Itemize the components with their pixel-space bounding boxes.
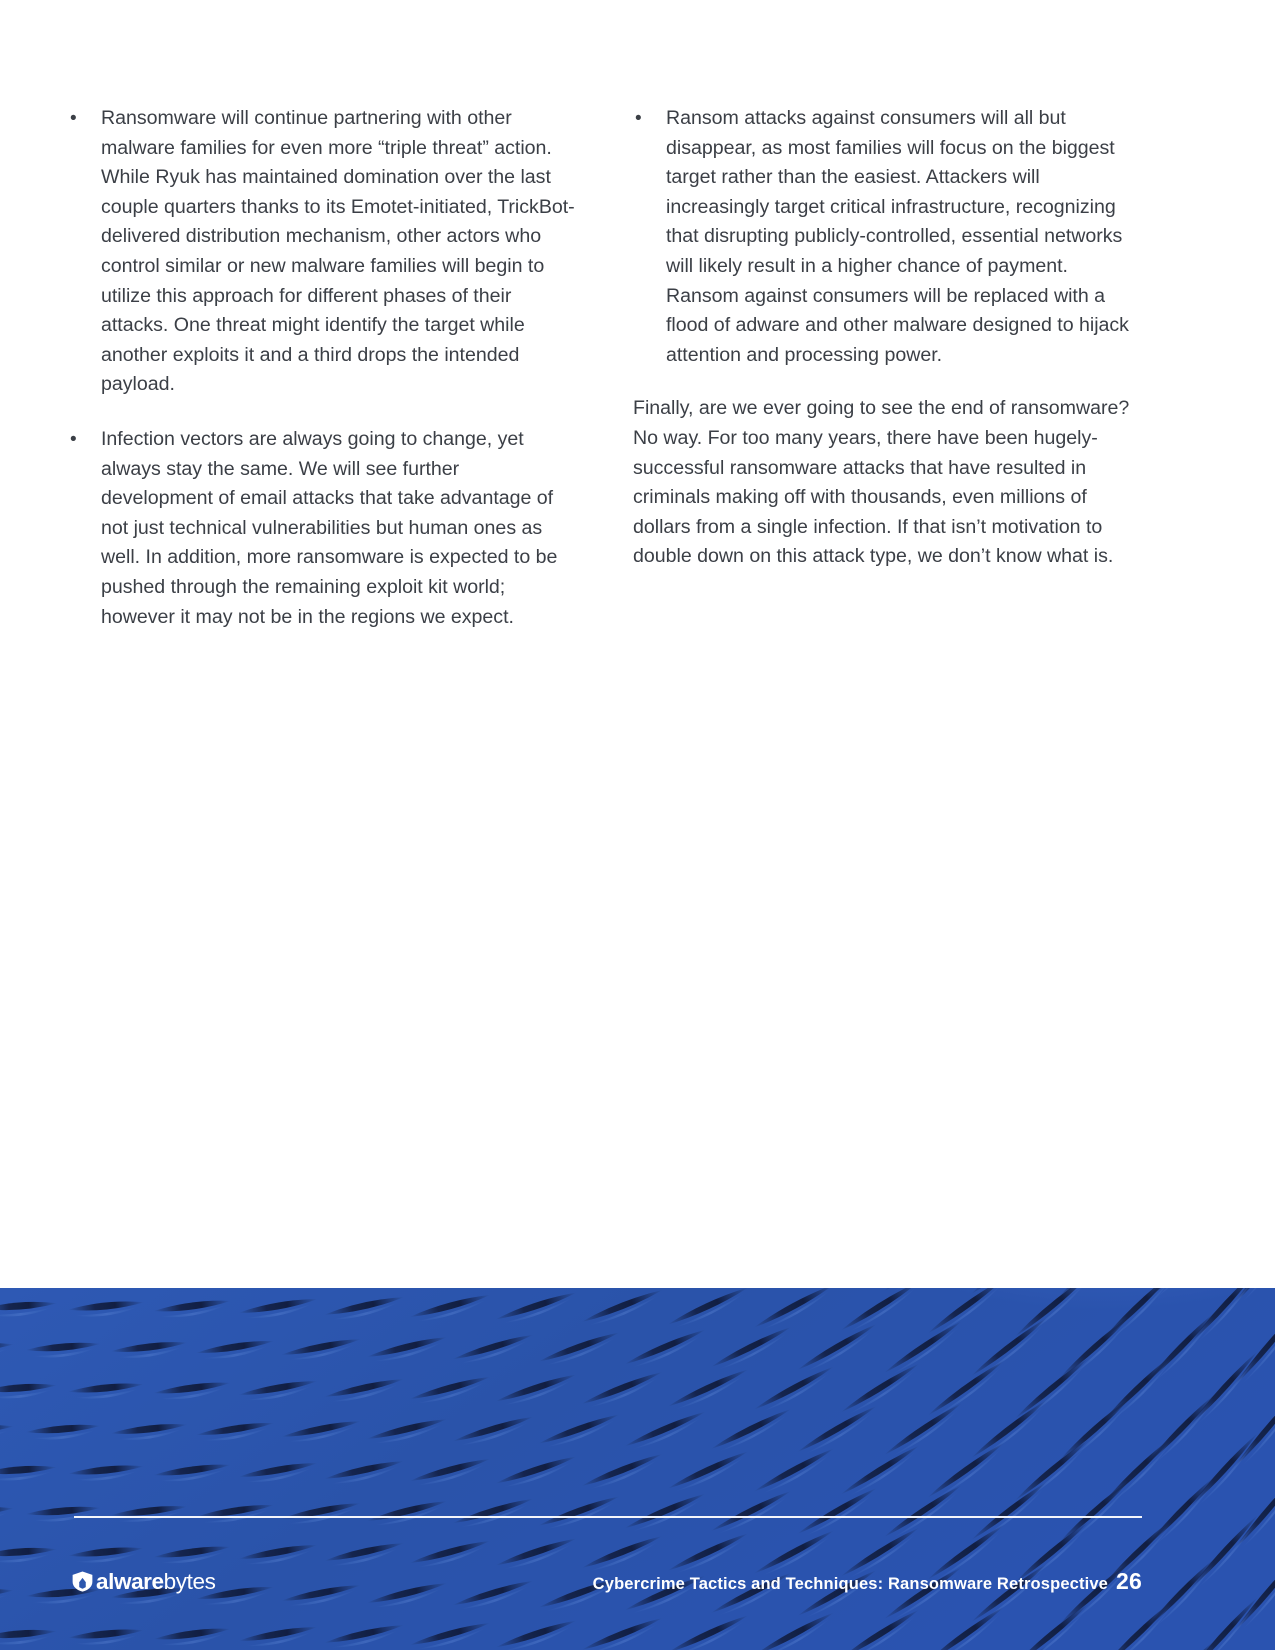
bullet-marker: •: [70, 428, 77, 450]
bullet-marker: •: [635, 108, 642, 129]
list-item-text: Infection vectors are always going to change, yet always stay the same. We will see further development of email attacks that take advantage of not just technical vulnerabilities but human ones as well. In addition, more ransomware is expected to be pushed through the remaining exploit kit world; however it may not be in the regions we expect.: [101, 427, 558, 628]
right-column: [633, 104, 1140, 657]
list-item-text: Ransomware will continue partnering with other malware families for even more “triple threat” action. While Ryuk has maintained domination over the last couple quarters thanks to its Emotet-initiated, TrickBot-delivered distribution mechanism, other actors who control similar or new malware families will begin to utilize this approach for different phases of their attacks. One threat might identify the target while another exploits it and a third drops the intended payload.: [101, 107, 575, 396]
footer-report-title: Cybercrime Tactics and Techniques: Ransomware Retrospective: [592, 1575, 1109, 1593]
malwarebytes-m-icon: [71, 1570, 94, 1593]
footer-meta: [593, 1568, 1142, 1595]
malwarebytes-logo: [71, 1568, 215, 1594]
left-column: [68, 104, 575, 657]
banner-pattern-graphic: [0, 1288, 1275, 1650]
logo-wordmark-bold: alware: [96, 1568, 164, 1594]
logo-wordmark-light: bytes: [163, 1568, 216, 1594]
footer-divider: [74, 1516, 1142, 1518]
page-content: [68, 104, 1140, 657]
footer-banner: [0, 1288, 1275, 1650]
list-item: [68, 104, 575, 400]
list-item: [68, 425, 575, 632]
page-number: 26: [1116, 1568, 1142, 1594]
list-item-text: Ransom attacks against consumers will all but disappear, as most families will focus on the biggest target rather than the easiest. Attackers will increasingly target critical infrastructure, recognizing that disrupting publicly-controlled, essential networks will likely result in a higher chance of payment. Ransom against consumers will be replaced with a flood of adware and other malware designed to hijack attention and processing power.: [666, 107, 1129, 366]
closing-paragraph: Finally, are we ever going to see the end of ransomware? No way. For too many years, there have been hugely-successful ransomware attacks that have resulted in criminals making off with thousands, even millions of dollars from a single infection. If that isn’t motivation to double down on this attack type, we don’t know what is.: [633, 397, 1130, 568]
bullet-marker: •: [70, 108, 77, 129]
list-item: [633, 104, 1140, 370]
logo-wordmark: [96, 1570, 215, 1593]
